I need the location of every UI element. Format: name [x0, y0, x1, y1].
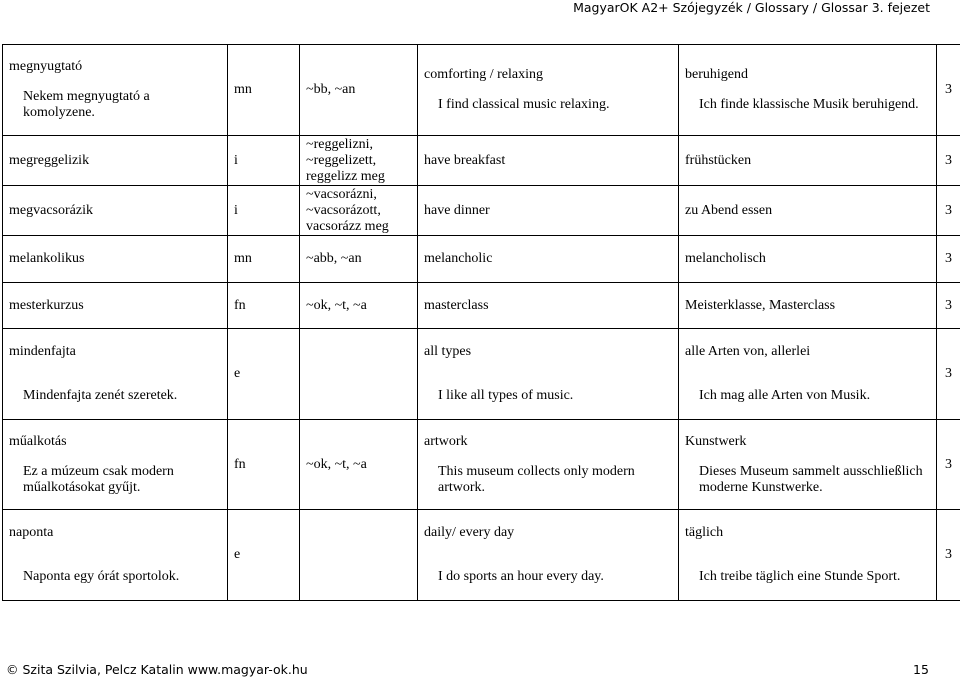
hungarian-cell: [3, 45, 228, 136]
pos-cell: mn: [228, 236, 300, 283]
forms-cell: ~abb, ~an: [300, 236, 418, 283]
hungarian-example: Ez a múzeum csak modern műalkotásokat gyűjt.: [9, 464, 221, 496]
english-term: daily/ every day: [424, 525, 672, 541]
german-term: Kunstwerk: [685, 434, 930, 450]
english-cell: masterclass: [418, 283, 679, 329]
english-example: I like all types of music.: [424, 388, 672, 404]
chapter-cell: 3: [937, 510, 960, 601]
german-example: Ich mag alle Arten von Musik.: [685, 388, 930, 404]
forms-cell: ~ok, ~t, ~a: [300, 420, 418, 510]
english-example: I find classical music relaxing.: [424, 97, 672, 113]
chapter-cell: 3: [937, 236, 960, 283]
german-cell: [679, 329, 937, 420]
page-footer: [0, 660, 960, 680]
german-cell: Meisterklasse, Masterclass: [679, 283, 937, 329]
table-row: [3, 283, 960, 329]
chapter-cell: 3: [937, 45, 960, 136]
hungarian-example: Nekem megnyugtató a komolyzene.: [9, 89, 221, 121]
english-example: This museum collects only modern artwork.: [424, 464, 672, 496]
headword: műalkotás: [9, 434, 221, 450]
table-row: [3, 329, 960, 420]
hungarian-cell: mesterkurzus: [3, 283, 228, 329]
english-example: I do sports an hour every day.: [424, 569, 672, 585]
german-cell: melancholisch: [679, 236, 937, 283]
forms-cell: ~ok, ~t, ~a: [300, 283, 418, 329]
hungarian-cell: [3, 420, 228, 510]
table-row: [3, 45, 960, 136]
table-row: [3, 420, 960, 510]
forms-cell: [300, 329, 418, 420]
chapter-cell: 3: [937, 329, 960, 420]
pos-cell: mn: [228, 45, 300, 136]
hungarian-cell: melankolikus: [3, 236, 228, 283]
table-row: [3, 186, 960, 236]
english-cell: have breakfast: [418, 136, 679, 186]
german-example: Ich finde klassische Musik beruhigend.: [685, 97, 930, 113]
hungarian-cell: megreggelizik: [3, 136, 228, 186]
chapter-cell: 3: [937, 420, 960, 510]
table-row: [3, 236, 960, 283]
pos-cell: e: [228, 510, 300, 601]
pos-cell: i: [228, 136, 300, 186]
german-term: alle Arten von, allerlei: [685, 344, 930, 360]
hungarian-cell: megvacsorázik: [3, 186, 228, 236]
german-term: beruhigend: [685, 67, 930, 83]
hungarian-example: Naponta egy órát sportolok.: [9, 569, 221, 585]
german-example: Ich treibe täglich eine Stunde Sport.: [685, 569, 930, 585]
pos-cell: fn: [228, 283, 300, 329]
pos-cell: i: [228, 186, 300, 236]
german-cell: [679, 45, 937, 136]
page-number: 15: [913, 662, 929, 677]
chapter-cell: 3: [937, 186, 960, 236]
hungarian-cell: [3, 510, 228, 601]
forms-cell: ~vacsorázni, ~vacsorázott, vacsorázz meg: [300, 186, 418, 236]
german-cell: frühstücken: [679, 136, 937, 186]
english-term: all types: [424, 344, 672, 360]
german-example: Dieses Museum sammelt ausschließlich moderne Kunstwerke.: [685, 464, 930, 496]
english-term: comforting / relaxing: [424, 67, 672, 83]
english-term: artwork: [424, 434, 672, 450]
headword: mindenfajta: [9, 344, 221, 360]
pos-cell: fn: [228, 420, 300, 510]
hungarian-cell: [3, 329, 228, 420]
footer-credit: © Szita Szilvia, Pelcz Katalin www.magyar-ok.hu: [6, 662, 308, 677]
headword: megnyugtató: [9, 59, 221, 75]
headword: naponta: [9, 525, 221, 541]
english-cell: [418, 45, 679, 136]
table-row: [3, 510, 960, 601]
forms-cell: ~reggelizni, ~reggelizett, reggelizz meg: [300, 136, 418, 186]
german-cell: [679, 420, 937, 510]
forms-cell: ~bb, ~an: [300, 45, 418, 136]
german-cell: zu Abend essen: [679, 186, 937, 236]
hungarian-example: Mindenfajta zenét szeretek.: [9, 388, 221, 404]
english-cell: [418, 420, 679, 510]
german-cell: [679, 510, 937, 601]
english-cell: [418, 329, 679, 420]
table-row: [3, 136, 960, 186]
glossary-table: [2, 44, 960, 601]
german-term: täglich: [685, 525, 930, 541]
page-header: MagyarOK A2+ Szójegyzék / Glossary / Glossar 3. fejezet: [573, 0, 930, 18]
english-cell: have dinner: [418, 186, 679, 236]
chapter-cell: 3: [937, 136, 960, 186]
english-cell: [418, 510, 679, 601]
chapter-cell: 3: [937, 283, 960, 329]
forms-cell: [300, 510, 418, 601]
pos-cell: e: [228, 329, 300, 420]
english-cell: melancholic: [418, 236, 679, 283]
